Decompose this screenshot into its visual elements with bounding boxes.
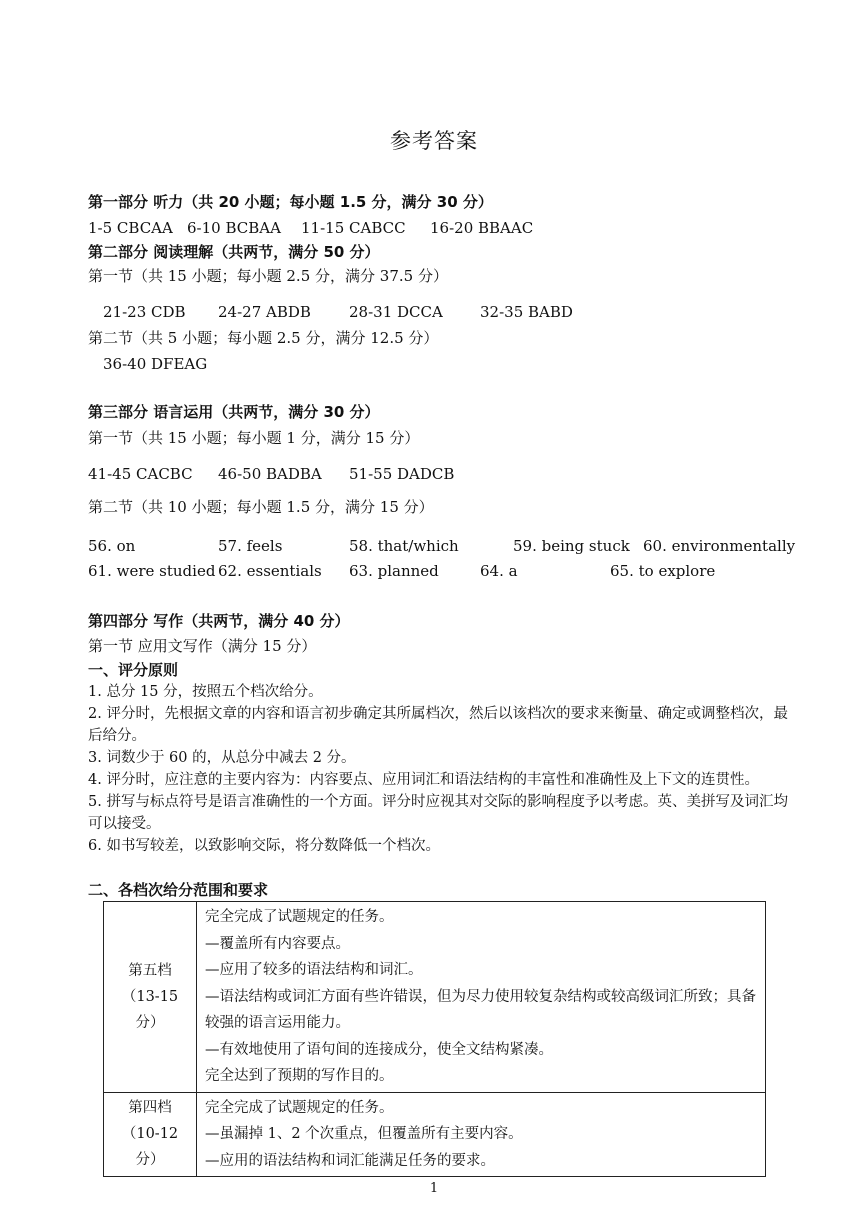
blank-answer: 63. planned [349,562,439,580]
blank-answer: 65. to explore [610,562,716,580]
part2-heading: 第二部分 阅读理解（共两节，满分 50 分） [88,243,380,261]
answer-group: 36-40 DFEAG [103,355,208,373]
level-cell: 第四档 （10-12 分） [104,1092,197,1177]
page-number: 1 [429,1181,439,1196]
part4-heading: 第四部分 写作（共两节，满分 40 分） [88,612,350,630]
principle-item: 5. 拼写与标点符号是语言准确性的一个方面。评分时应视其对交际的影响程度予以考虑。英、美拼写及词汇均可以接受。 [88,794,788,832]
part2-section1-heading: 第一节（共 15 小题；每小题 2.5 分，满分 37.5 分） [88,267,448,285]
blank-answer: 62. essentials [218,562,322,580]
answer-group: 41-45 CACBC [88,465,193,483]
principle-item: 3. 词数少于 60 的，从总分中减去 2 分。 [88,750,356,766]
part1-heading: 第一部分 听力（共 20 小题；每小题 1.5 分，满分 30 分） [88,193,493,211]
part3-section2-heading: 第二节（共 10 小题；每小题 1.5 分，满分 15 分） [88,498,434,516]
answer-group: 11-15 CABCC [301,219,406,237]
part3-heading: 第三部分 语言运用（共两节，满分 30 分） [88,403,380,421]
answer-group: 16-20 BBAAC [430,219,534,237]
answer-group: 1-5 CBCAA [88,219,173,237]
part2-section2-heading: 第二节（共 5 小题；每小题 2.5 分，满分 12.5 分） [88,329,439,347]
principle-item: 2. 评分时，先根据文章的内容和语言初步确定其所属档次，然后以该档次的要求来衡量、确定或调整档次，最后给分。 [88,706,788,744]
answer-group: 32-35 BABD [480,303,573,321]
answer-group: 6-10 BCBAA [187,219,281,237]
levels-heading: 二、各档次给分范围和要求 [88,881,269,899]
principle-item: 1. 总分 15 分，按照五个档次给分。 [88,684,323,700]
blank-answer: 59. being stuck [513,537,630,555]
level-cell: 第五档 （13-15 分） [104,902,197,1093]
principle-item: 6. 如书写较差，以致影响交际，将分数降低一个档次。 [88,838,440,854]
requirements-cell: 完全完成了试题规定的任务。 —虽漏掉 1、2 个次重点，但覆盖所有主要内容。 —应用的语法结构和词汇能满足任务的要求。 [197,1092,766,1177]
answer-group: 28-31 DCCA [349,303,443,321]
grading-table [103,901,766,1177]
principles-heading: 一、评分原则 [88,661,179,679]
blank-answer: 64. a [480,562,518,580]
principles-list [88,681,788,857]
page-title: 参考答案 [390,129,478,153]
table-row [104,902,766,1093]
blank-answer: 57. feels [218,537,283,555]
blank-answer: 56. on [88,537,136,555]
answer-group: 46-50 BADBA [218,465,322,483]
answer-group: 21-23 CDB [103,303,186,321]
blank-answer: 60. environmentally [643,537,796,555]
answer-group: 24-27 ABDB [218,303,311,321]
part4-section1-heading: 第一节 应用文写作（满分 15 分） [88,637,317,655]
requirements-cell: 完全完成了试题规定的任务。 —覆盖所有内容要点。 —应用了较多的语法结构和词汇。 —语法结构或词汇方面有些许错误，但为尽力使用较复杂结构或较高级词汇所致；具备较强的语言运用能力。 —有效地使用了语句间的连接成分，使全文结构紧凑。 完全达到了预期的写作目的。 [197,902,766,1093]
table-row [104,1092,766,1177]
blank-answer: 58. that/which [349,537,459,555]
principle-item: 4. 评分时，应注意的主要内容为：内容要点、应用词汇和语法结构的丰富性和准确性及上下文的连贯性。 [88,772,759,788]
answer-group: 51-55 DADCB [349,465,455,483]
blank-answer: 61. were studied [88,562,216,580]
part3-section1-heading: 第一节（共 15 小题；每小题 1 分，满分 15 分） [88,429,420,447]
